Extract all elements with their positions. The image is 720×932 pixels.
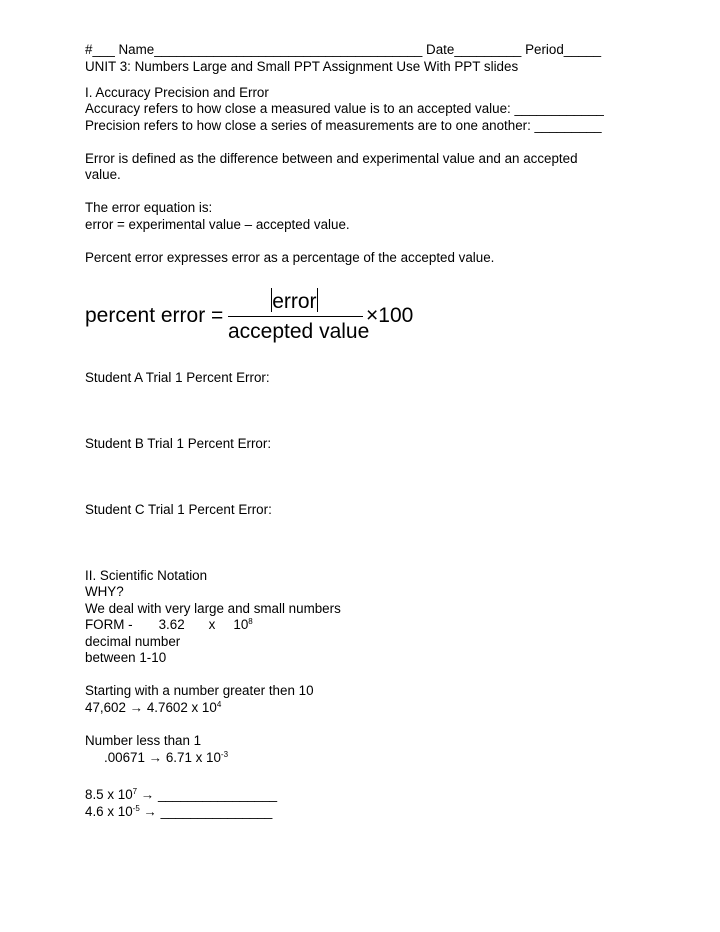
arrow-icon: → <box>140 787 155 802</box>
precision-definition: Precision refers to how close a series of measurements are to one another: _________ <box>85 118 602 133</box>
arrow-icon: → <box>143 804 157 819</box>
example-scientific-value: 4.7602 x 10 <box>146 700 217 715</box>
less-than-one-example <box>104 750 228 767</box>
example-exponent: 4 <box>216 700 222 709</box>
answer-blank: _______________ <box>160 804 273 819</box>
accuracy-definition: Accuracy refers to how close a measured value is to an accepted value: ____________ <box>85 101 604 116</box>
arrow-icon: → <box>148 750 163 765</box>
arrow-icon: → <box>129 700 144 715</box>
decimal-note-1: decimal number <box>85 634 181 649</box>
answer-blank: ________________ <box>157 787 278 802</box>
unit-title: UNIT 3: Numbers Large and Small PPT Assignment Use With PPT slides <box>85 59 519 74</box>
practice-value: 4.6 x 10 <box>85 804 133 819</box>
example-scientific-value: 6.71 x 10 <box>165 750 221 765</box>
example-standard-value: 47,602 <box>85 700 126 715</box>
practice-exponent: -5 <box>132 804 140 813</box>
form-times: x <box>208 617 216 632</box>
formula-lhs: percent error = <box>85 304 224 327</box>
practice-value: 8.5 x 10 <box>85 787 133 802</box>
why-heading: WHY? <box>85 584 124 599</box>
formula-numerator-text: error <box>272 290 317 313</box>
practice-problem-1 <box>85 787 277 804</box>
abs-bar-right <box>317 288 318 312</box>
header-fields-line: #___ Name____________________________________ Date_________ Period_____ <box>85 42 602 57</box>
example-exponent: -3 <box>220 750 229 759</box>
formula-denominator: accepted value <box>228 320 370 343</box>
greater-than-ten-example <box>85 700 221 717</box>
formula-multiplier: ×100 <box>366 304 414 327</box>
error-definition-line-2: value. <box>85 167 121 182</box>
why-answer: We deal with very large and small numbers <box>85 601 341 616</box>
percent-error-definition: Percent error expresses error as a percentage of the accepted value. <box>85 250 495 265</box>
formula-numerator <box>271 288 318 314</box>
practice-exponent: 7 <box>132 787 138 796</box>
decimal-note-2: between 1-10 <box>85 650 167 665</box>
less-than-one-title: Number less than 1 <box>85 733 202 748</box>
student-a-prompt: Student A Trial 1 Percent Error: <box>85 370 270 385</box>
student-c-prompt: Student C Trial 1 Percent Error: <box>85 502 272 517</box>
form-base: 10 <box>233 617 249 632</box>
section-2-title: II. Scientific Notation <box>85 568 208 583</box>
section-1-title: I. Accuracy Precision and Error <box>85 85 269 100</box>
error-equation: error = experimental value – accepted value. <box>85 217 350 232</box>
form-line <box>85 617 253 634</box>
example-standard-value: .00671 <box>104 750 145 765</box>
form-coefficient: 3.62 <box>158 617 185 632</box>
form-label: FORM - <box>85 617 133 632</box>
fraction-bar <box>228 316 363 317</box>
practice-problem-2 <box>85 804 272 821</box>
percent-error-formula <box>85 286 425 346</box>
student-b-prompt: Student B Trial 1 Percent Error: <box>85 436 272 451</box>
error-equation-intro: The error equation is: <box>85 200 213 215</box>
error-definition-line-1: Error is defined as the difference between and experimental value and an accepted <box>85 151 578 166</box>
greater-than-ten-title: Starting with a number greater then 10 <box>85 683 314 698</box>
form-exponent: 8 <box>248 617 253 626</box>
